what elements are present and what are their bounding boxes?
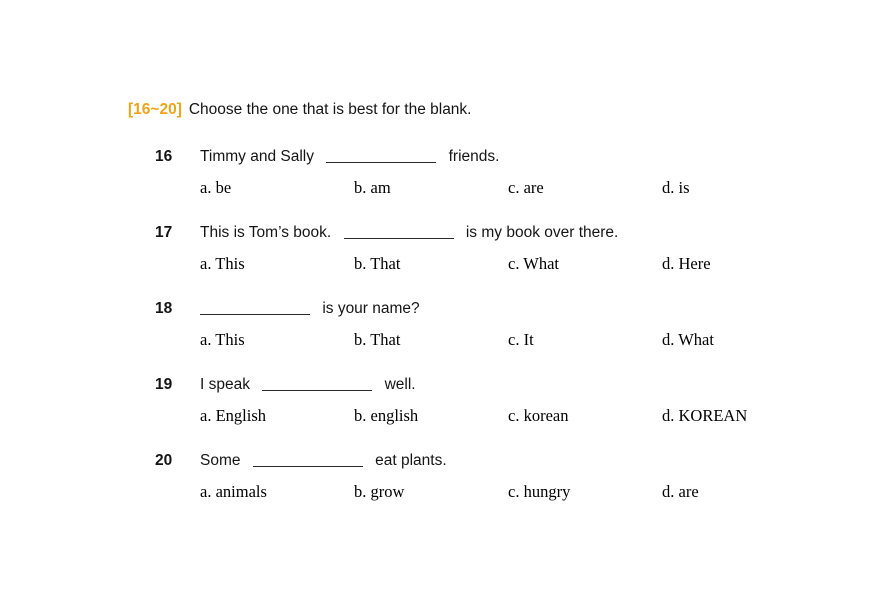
option-d [662, 178, 814, 198]
question-text [200, 299, 420, 318]
question-row [155, 451, 814, 470]
option-letter: d. [662, 482, 675, 501]
option-b [354, 178, 508, 198]
option-letter: a. [200, 406, 212, 425]
option-d [662, 406, 814, 426]
option-text: hungry [523, 482, 571, 501]
question-18 [155, 299, 814, 350]
question-16 [155, 147, 814, 198]
question-list [155, 147, 814, 527]
option-text: KOREAN [678, 406, 748, 425]
option-text: are [523, 178, 544, 197]
question-row [155, 147, 814, 166]
option-letter: c. [508, 406, 520, 425]
option-letter: d. [662, 178, 675, 197]
question-row [155, 299, 814, 318]
question-text-before: This is Tom’s book. [200, 224, 332, 241]
option-text: This [215, 254, 245, 273]
option-text: English [215, 406, 266, 425]
instruction-line [128, 100, 472, 119]
option-c [508, 482, 662, 502]
question-text-before: I speak [200, 376, 250, 393]
option-letter: d. [662, 330, 675, 349]
options-row [200, 330, 814, 350]
option-text: This [215, 330, 245, 349]
option-c [508, 254, 662, 274]
option-a [200, 406, 354, 426]
instruction-text: Choose the one that is best for the blank. [188, 101, 472, 118]
option-d [662, 482, 814, 502]
answer-blank [262, 378, 372, 391]
option-letter: a. [200, 254, 212, 273]
question-text [200, 375, 416, 394]
option-text: It [523, 330, 534, 349]
option-d [662, 254, 814, 274]
option-a [200, 254, 354, 274]
question-text-after: well. [384, 376, 416, 393]
option-b [354, 330, 508, 350]
option-letter: b. [354, 330, 367, 349]
option-b [354, 254, 508, 274]
option-text: Here [678, 254, 711, 273]
option-text: are [678, 482, 699, 501]
options-row [200, 178, 814, 198]
option-d [662, 330, 814, 350]
option-letter: c. [508, 330, 520, 349]
option-letter: c. [508, 482, 520, 501]
option-letter: d. [662, 254, 675, 273]
option-c [508, 406, 662, 426]
options-row [200, 254, 814, 274]
option-letter: d. [662, 406, 675, 425]
option-letter: a. [200, 178, 212, 197]
question-text-before: Timmy and Sally [200, 148, 314, 165]
option-c [508, 178, 662, 198]
question-text-after: friends. [448, 148, 500, 165]
answer-blank [344, 226, 454, 239]
option-letter: c. [508, 178, 520, 197]
option-text: grow [370, 482, 405, 501]
answer-blank [253, 454, 363, 467]
question-17 [155, 223, 814, 274]
question-number: 18 [155, 300, 173, 317]
option-letter: b. [354, 482, 367, 501]
question-range: [16~20] [128, 101, 182, 118]
option-a [200, 178, 354, 198]
question-row [155, 375, 814, 394]
question-number: 17 [155, 224, 173, 241]
option-letter: a. [200, 482, 212, 501]
option-text: english [370, 406, 419, 425]
question-text-after: eat plants. [375, 452, 447, 469]
question-number: 19 [155, 376, 173, 393]
option-text: That [370, 330, 401, 349]
option-text: is [678, 178, 690, 197]
option-a [200, 330, 354, 350]
question-text [200, 451, 447, 470]
option-letter: c. [508, 254, 520, 273]
question-text [200, 147, 499, 166]
option-text: That [370, 254, 401, 273]
question-text [200, 223, 618, 242]
question-20 [155, 451, 814, 502]
option-text: korean [523, 406, 569, 425]
option-letter: a. [200, 330, 212, 349]
option-b [354, 406, 508, 426]
options-row [200, 482, 814, 502]
question-text-before: Some [200, 452, 241, 469]
question-number: 16 [155, 148, 173, 165]
option-a [200, 482, 354, 502]
options-row [200, 406, 814, 426]
question-19 [155, 375, 814, 426]
option-c [508, 330, 662, 350]
option-letter: b. [354, 254, 367, 273]
option-text: be [215, 178, 232, 197]
option-b [354, 482, 508, 502]
option-text: What [523, 254, 560, 273]
question-text-after: is your name? [322, 300, 420, 317]
answer-blank [200, 302, 310, 315]
option-text: What [678, 330, 714, 349]
question-number: 20 [155, 452, 173, 469]
answer-blank [326, 150, 436, 163]
option-letter: b. [354, 178, 367, 197]
question-text-after: is my book over there. [465, 224, 619, 241]
option-text: animals [215, 482, 267, 501]
question-row [155, 223, 814, 242]
option-text: am [370, 178, 391, 197]
option-letter: b. [354, 406, 367, 425]
